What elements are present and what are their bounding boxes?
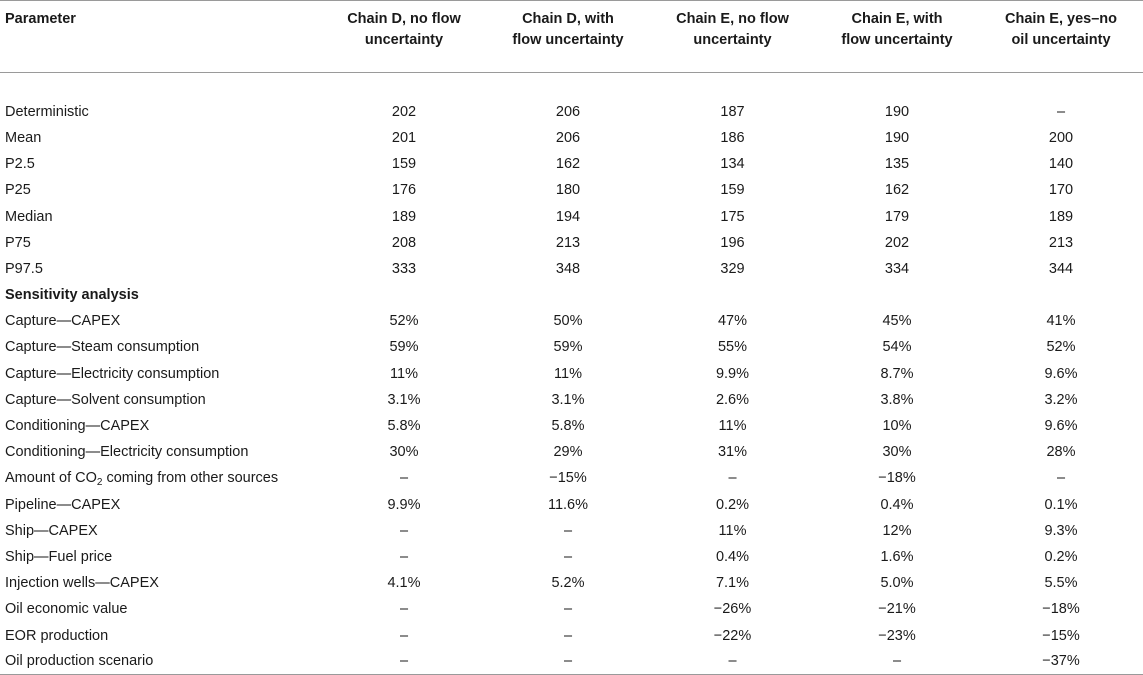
row-label: Oil production scenario: [5, 653, 154, 670]
table-row: [0, 439, 1143, 465]
table-cell: 59%: [389, 339, 419, 356]
table-cell: –: [399, 653, 409, 670]
table-cell: –: [1056, 470, 1066, 487]
table-row: [0, 361, 1143, 387]
table-cell: −15%: [1042, 627, 1080, 644]
table-cell: 0.4%: [880, 496, 914, 513]
table-cell: 202: [391, 103, 417, 120]
row-label: Ship—Fuel price: [5, 548, 113, 565]
table-cell: 206: [555, 103, 581, 120]
table-cell: 333: [391, 260, 417, 277]
row-label: Deterministic: [5, 103, 89, 120]
table-cell: 3.2%: [1044, 391, 1078, 408]
table-cell: 213: [1048, 234, 1074, 251]
table-row: [0, 387, 1143, 413]
table-cell: –: [563, 653, 573, 670]
table-cell: 31%: [717, 444, 748, 461]
header-chain-e-yes-no-oil: Chain E, yes–no oil uncertainty: [1004, 11, 1117, 48]
table-cell: –: [399, 548, 409, 565]
table-cell: 5.2%: [551, 575, 585, 592]
table-cell: 344: [1048, 260, 1074, 277]
table-row: [0, 465, 1143, 491]
table-cell: 11%: [718, 418, 747, 435]
table-cell: –: [728, 470, 737, 487]
table-cell: 5.8%: [387, 418, 421, 435]
row-label-part: Amount of CO: [5, 470, 97, 487]
header-parameter: Parameter: [5, 11, 76, 27]
row-label: Injection wells—CAPEX: [5, 575, 159, 592]
table-cell: 159: [391, 156, 417, 173]
table-cell: 201: [391, 129, 417, 146]
table-cell: 0.2%: [1044, 548, 1078, 565]
table-cell: 175: [720, 208, 745, 225]
table-cell: −22%: [713, 627, 752, 644]
table-cell: 9.9%: [387, 496, 421, 513]
table-cell: −18%: [1042, 601, 1080, 618]
table-cell: 7.1%: [715, 575, 750, 592]
row-label: EOR production: [5, 627, 109, 644]
table-row: [0, 413, 1143, 439]
header-chain-e-no-flow: Chain E, no flow uncertainty: [676, 11, 789, 48]
table-row: [0, 230, 1143, 256]
table-cell: –: [563, 627, 573, 644]
row-label: [0, 465, 322, 491]
table-cell: 180: [555, 182, 581, 199]
table-cell: 208: [391, 234, 417, 251]
row-label: Conditioning—Electricity consumption: [5, 444, 249, 461]
table-row: [0, 518, 1143, 544]
table-cell: 11%: [718, 522, 747, 539]
row-label: Conditioning—CAPEX: [5, 418, 150, 435]
table-cell: 206: [555, 129, 581, 146]
table-cell: 176: [391, 182, 417, 199]
table-cell: 190: [884, 103, 910, 120]
row-label: Median: [5, 208, 53, 225]
table-cell: 189: [391, 208, 417, 225]
table-cell: –: [1056, 103, 1066, 120]
table-cell: 1.6%: [880, 548, 914, 565]
table-cell: 329: [720, 260, 745, 277]
table-cell: −26%: [713, 601, 752, 618]
table-row: [0, 622, 1143, 648]
table-row: [0, 596, 1143, 622]
table-cell: 28%: [1046, 444, 1076, 461]
row-label: P97.5: [5, 260, 43, 277]
table-cell: 0.1%: [1044, 496, 1078, 513]
table-cell: –: [399, 627, 409, 644]
table-cell: 12%: [882, 522, 912, 539]
row-label: Oil economic value: [5, 601, 128, 618]
table-cell: –: [399, 522, 409, 539]
table-cell: 186: [720, 129, 745, 146]
table-cell: –: [563, 601, 573, 618]
table-cell: −15%: [549, 470, 587, 487]
table-cell: 159: [720, 182, 745, 199]
table-cell: −37%: [1042, 653, 1080, 670]
table-row: [0, 256, 1143, 282]
table-cell: 190: [884, 129, 910, 146]
table-cell: 11.6%: [547, 496, 589, 513]
table-cell: −23%: [878, 627, 916, 644]
table-cell: 334: [884, 260, 910, 277]
table-cell: 189: [1048, 208, 1074, 225]
table-cell: 4.1%: [387, 575, 421, 592]
row-label: P25: [5, 182, 31, 199]
row-label: P75: [5, 234, 31, 251]
row-label-part: coming from other sources: [102, 470, 279, 487]
row-label: Ship—CAPEX: [5, 522, 98, 539]
table-cell: 213: [555, 234, 581, 251]
section-title: Sensitivity analysis: [5, 287, 139, 304]
table-row: [0, 151, 1143, 177]
table-cell: –: [728, 653, 737, 670]
header-chain-d-no-flow: Chain D, no flow uncertainty: [347, 11, 461, 48]
table-cell: 9.6%: [1044, 365, 1078, 382]
table-row: [0, 308, 1143, 334]
table-body: [0, 73, 1143, 675]
table-cell: 29%: [553, 444, 583, 461]
table-cell: –: [399, 601, 409, 618]
table-cell: 0.4%: [715, 548, 750, 565]
row-label: Mean: [5, 129, 42, 146]
table-cell: 47%: [717, 313, 748, 330]
table-cell: 52%: [1046, 339, 1076, 356]
table-header: [0, 1, 1143, 73]
row-label: Capture—Electricity consumption: [5, 365, 220, 382]
table-cell: 30%: [389, 444, 419, 461]
table-cell: 59%: [553, 339, 583, 356]
table-cell: 140: [1048, 156, 1074, 173]
table-cell: –: [892, 653, 902, 670]
table-cell: 50%: [553, 313, 583, 330]
table-row: [0, 492, 1143, 518]
table-cell: 55%: [717, 339, 748, 356]
table-cell: 9.3%: [1044, 522, 1078, 539]
table-row: [0, 570, 1143, 596]
row-label: Capture—Steam consumption: [5, 339, 200, 356]
table-cell: 162: [555, 156, 581, 173]
table-cell: 194: [555, 208, 581, 225]
table-cell: –: [399, 470, 409, 487]
table-cell: 3.1%: [387, 391, 421, 408]
table-cell: 170: [1048, 182, 1074, 199]
table-cell: 9.9%: [715, 365, 750, 382]
table-cell: 2.6%: [715, 391, 750, 408]
table-row: [0, 334, 1143, 360]
table-row: [0, 177, 1143, 203]
table-row: [0, 125, 1143, 151]
table-cell: 187: [720, 103, 745, 120]
table-cell: 0.2%: [715, 496, 750, 513]
table-cell: 52%: [389, 313, 419, 330]
table-row: [0, 99, 1143, 125]
table-cell: 3.8%: [880, 391, 914, 408]
table-row: [0, 544, 1143, 570]
table-cell: 3.1%: [551, 391, 585, 408]
table-cell: 10%: [882, 418, 912, 435]
table-cell: 5.5%: [1044, 575, 1078, 592]
row-label: Pipeline—CAPEX: [5, 496, 121, 513]
row-label: Capture—Solvent consumption: [5, 391, 206, 408]
table-cell: 348: [555, 260, 581, 277]
table-cell: 162: [884, 182, 910, 199]
row-label-subscript: 2: [96, 477, 103, 489]
table-cell: 5.0%: [880, 575, 914, 592]
table-cell: 11%: [554, 365, 582, 382]
header-chain-d-with-flow: Chain D, with flow uncertainty: [512, 11, 624, 48]
section-header-row: [0, 282, 1143, 308]
table-row: [0, 649, 1143, 675]
table-cell: –: [563, 522, 573, 539]
table-cell: 179: [884, 208, 910, 225]
table-cell: 196: [720, 234, 745, 251]
header-row: [0, 1, 1143, 73]
row-label: P2.5: [5, 156, 35, 173]
row-label: Capture—CAPEX: [5, 313, 121, 330]
table-cell: 45%: [882, 313, 912, 330]
header-chain-e-with-flow: Chain E, with flow uncertainty: [841, 11, 953, 48]
table-cell: 30%: [882, 444, 912, 461]
table-cell: −21%: [878, 601, 916, 618]
table-cell: 5.8%: [551, 418, 585, 435]
table-cell: −18%: [878, 470, 916, 487]
table-cell: 135: [884, 156, 910, 173]
table-cell: 202: [884, 234, 910, 251]
table-cell: 11%: [390, 365, 418, 382]
table-cell: 200: [1048, 129, 1074, 146]
table-cell: 54%: [882, 339, 912, 356]
table-cell: 41%: [1046, 313, 1076, 330]
table-cell: 8.7%: [880, 365, 914, 382]
table-cell: 9.6%: [1044, 418, 1078, 435]
table-row: [0, 203, 1143, 229]
table-cell: 134: [720, 156, 745, 173]
table-cell: –: [563, 548, 573, 565]
